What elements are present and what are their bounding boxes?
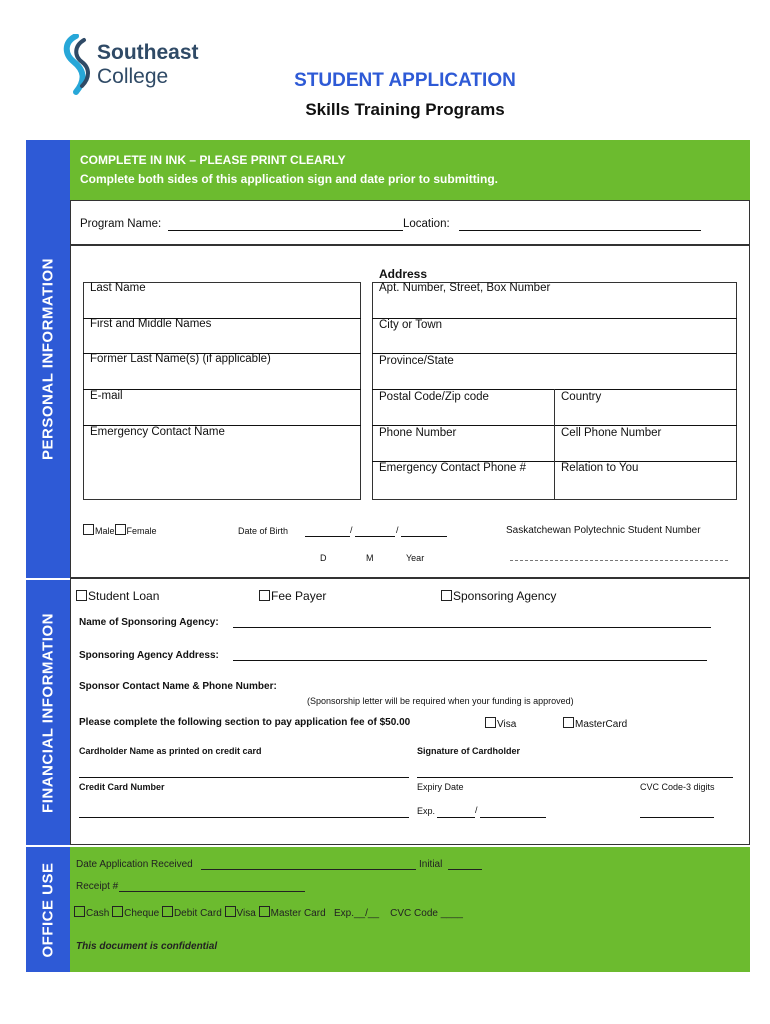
female-checkbox[interactable]	[115, 524, 126, 535]
program-name-label: Program Name:	[80, 218, 162, 230]
signature-label: Signature of Cardholder	[417, 746, 521, 756]
logo-text-line1: Southeast	[97, 41, 199, 64]
cash-checkbox[interactable]	[74, 906, 85, 917]
cell-phone-field[interactable]: Cell Phone Number	[561, 427, 662, 439]
page-title: STUDENT APPLICATION	[294, 70, 516, 91]
personal-left-box	[83, 282, 361, 500]
signature-field[interactable]	[417, 768, 733, 778]
card-number-field[interactable]	[79, 808, 409, 818]
agency-name-field[interactable]	[233, 617, 711, 628]
fee-payer-checkbox[interactable]	[259, 590, 270, 601]
sponsoring-agency-checkbox[interactable]	[441, 590, 452, 601]
sidebar-personal-label: PERSONAL INFORMATION	[39, 258, 57, 460]
cash-label: Cash	[86, 908, 110, 919]
student-number-field[interactable]	[510, 560, 728, 561]
emergency-contact-name-field[interactable]: Emergency Contact Name	[90, 426, 225, 438]
initial-label: Initial	[419, 859, 443, 870]
email-field[interactable]: E-mail	[90, 390, 123, 402]
cvc-label: CVC Code-3 digits	[640, 782, 715, 792]
visa-option[interactable]	[485, 717, 516, 730]
location-label: Location:	[403, 218, 450, 230]
dob-separator: /	[350, 525, 353, 535]
debit-label: Debit Card	[173, 908, 222, 919]
male-label: Male	[95, 526, 115, 536]
confidential-note: This document is confidential	[76, 941, 218, 952]
office-exp-label: Exp.	[333, 908, 354, 919]
city-field[interactable]: City or Town	[379, 319, 443, 331]
page-subtitle: Skills Training Programs	[305, 100, 505, 119]
dob-year-label: Year	[406, 553, 425, 563]
instructions-banner	[70, 140, 750, 200]
debit-checkbox[interactable]	[162, 906, 173, 917]
dob-label: Date of Birth	[238, 526, 289, 536]
sidebar-financial	[26, 580, 70, 845]
date-received-label: Date Application Received	[76, 859, 193, 870]
visa-label: Visa	[497, 719, 517, 730]
logo-text-line2: College	[97, 65, 169, 88]
fee-text: Please complete the following section to pay application fee of $50.00	[79, 717, 411, 728]
receipt-field[interactable]	[119, 881, 305, 892]
gender-options	[83, 524, 157, 536]
sidebar-office-label: OFFICE USE	[39, 861, 57, 958]
program-name-field[interactable]	[168, 219, 403, 231]
dob-d-label: D	[320, 553, 327, 563]
office-cvc-label: CVC Code	[390, 908, 438, 919]
dob-day-field[interactable]	[305, 527, 350, 537]
agency-address-label: Sponsoring Agency Address:	[79, 650, 219, 661]
mastercard-checkbox[interactable]	[563, 717, 574, 728]
payment-methods	[74, 906, 463, 919]
divider	[554, 389, 555, 500]
fee-payer-option[interactable]	[259, 589, 326, 603]
sidebar-office	[26, 847, 70, 972]
cheque-label: Cheque	[124, 908, 160, 919]
student-loan-option[interactable]	[76, 589, 159, 603]
sidebar-personal	[26, 140, 70, 578]
expiry-label: Expiry Date	[417, 782, 464, 792]
mastercard-office-checkbox[interactable]	[259, 906, 270, 917]
student-number-label: Saskatchewan Polytechnic Student Number	[506, 525, 701, 536]
former-last-name-field[interactable]: Former Last Name(s) (if applicable)	[90, 353, 271, 365]
card-number-label: Credit Card Number	[79, 782, 165, 792]
agency-address-field[interactable]	[233, 650, 707, 661]
address-heading: Address	[379, 267, 428, 281]
cardholder-label: Cardholder Name as printed on credit card	[79, 746, 262, 756]
initial-field[interactable]	[448, 859, 482, 870]
apt-street-field[interactable]: Apt. Number, Street, Box Number	[379, 282, 551, 294]
emergency-phone-field[interactable]: Emergency Contact Phone #	[379, 462, 527, 474]
dob-month-field[interactable]	[355, 527, 395, 537]
cvc-field[interactable]	[640, 808, 714, 818]
student-loan-label: Student Loan	[88, 589, 160, 603]
instructions-line1: COMPLETE IN INK – PLEASE PRINT CLEARLY	[80, 153, 346, 167]
relation-field[interactable]: Relation to You	[561, 462, 639, 474]
visa-checkbox[interactable]	[485, 717, 496, 728]
female-label: Female	[126, 526, 157, 536]
dob-separator: /	[396, 525, 399, 535]
sponsor-contact-label: Sponsor Contact Name & Phone Number:	[79, 681, 277, 692]
male-checkbox[interactable]	[83, 524, 94, 535]
location-field[interactable]	[459, 219, 701, 231]
exp-month-field[interactable]	[437, 808, 475, 818]
sponsoring-agency-option[interactable]	[441, 589, 556, 603]
exp-year-field[interactable]	[480, 808, 546, 818]
last-name-field[interactable]: Last Name	[90, 282, 146, 294]
office-cvc-field[interactable]: ____	[440, 908, 463, 919]
phone-field[interactable]: Phone Number	[379, 427, 457, 439]
mastercard-label: MasterCard	[575, 719, 628, 730]
sponsoring-agency-label: Sponsoring Agency	[453, 589, 557, 603]
first-middle-name-field[interactable]: First and Middle Names	[90, 318, 212, 330]
sponsor-note: (Sponsorship letter will be required when your funding is approved)	[307, 696, 574, 706]
sidebar-financial-label: FINANCIAL INFORMATION	[39, 612, 57, 813]
cheque-checkbox[interactable]	[112, 906, 123, 917]
student-loan-checkbox[interactable]	[76, 590, 87, 601]
dob-m-label: M	[366, 553, 374, 563]
instructions-line2: Complete both sides of this application sign and date prior to submitting.	[80, 172, 499, 186]
agency-name-label: Name of Sponsoring Agency:	[79, 617, 219, 628]
office-exp-field[interactable]: __/__	[353, 908, 380, 919]
cardholder-field[interactable]	[79, 768, 409, 778]
divider	[372, 353, 737, 354]
country-field[interactable]: Country	[561, 391, 602, 403]
visa-office-checkbox[interactable]	[225, 906, 236, 917]
fee-payer-label: Fee Payer	[271, 589, 327, 603]
exp-separator: /	[475, 805, 478, 815]
visa-office-label: Visa	[236, 908, 256, 919]
province-field[interactable]: Province/State	[379, 355, 454, 367]
mastercard-option[interactable]	[563, 717, 627, 730]
mastercard-office-label: Master Card	[270, 908, 326, 919]
date-received-field[interactable]	[201, 859, 416, 870]
exp-label: Exp.	[417, 806, 436, 816]
postal-code-field[interactable]: Postal Code/Zip code	[379, 391, 489, 403]
dob-year-field[interactable]	[401, 527, 447, 537]
receipt-label: Receipt #	[76, 881, 119, 892]
divider	[83, 389, 361, 390]
